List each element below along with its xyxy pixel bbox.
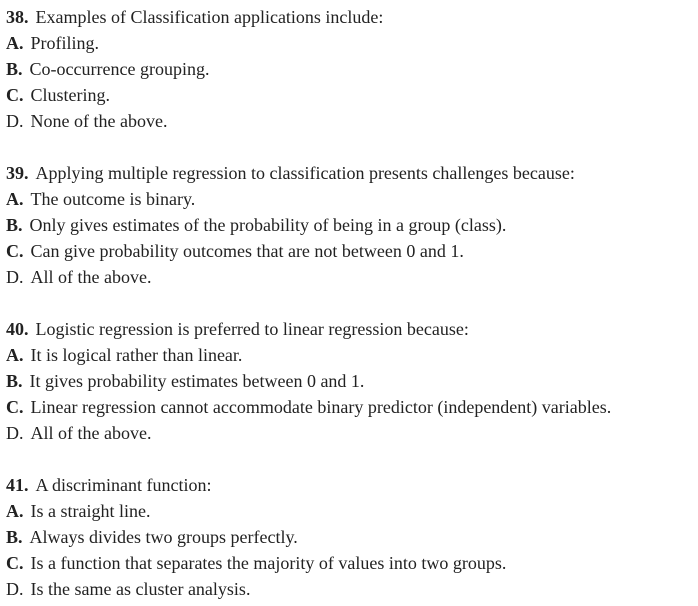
question-block [6,4,696,134]
option-text: Is the same as cluster analysis. [30,579,251,599]
option-text: Can give probability outcomes that are not between 0 and 1. [30,241,464,261]
question-stem [6,316,696,342]
option-d [6,576,696,602]
option-a [6,30,696,56]
option-letter: D. [6,267,24,287]
option-text: All of the above. [30,423,152,443]
option-b [6,212,696,238]
option-letter: D. [6,111,24,131]
question-number: 38. [6,7,29,27]
option-b [6,524,696,550]
option-letter: C. [6,241,24,261]
option-c [6,82,696,108]
option-text: None of the above. [30,111,168,131]
question-block [6,472,696,602]
option-text: It is logical rather than linear. [30,345,243,365]
question-number: 39. [6,163,29,183]
question-stem [6,472,696,498]
option-text: All of the above. [30,267,152,287]
option-letter: A. [6,33,24,53]
option-text: Is a function that separates the majority of values into two groups. [30,553,507,573]
option-letter: D. [6,579,24,599]
option-text: Is a straight line. [30,501,151,521]
question-block [6,316,696,446]
option-a [6,342,696,368]
question-text: A discriminant function: [35,475,212,495]
option-letter: C. [6,85,24,105]
option-letter: A. [6,189,24,209]
option-letter: B. [6,59,23,79]
option-letter: B. [6,371,23,391]
option-b [6,368,696,394]
option-text: Linear regression cannot accommodate binary predictor (independent) variables. [30,397,612,417]
option-letter: C. [6,553,24,573]
option-letter: B. [6,215,23,235]
question-number: 41. [6,475,29,495]
option-letter: C. [6,397,24,417]
option-letter: D. [6,423,24,443]
option-text: Always divides two groups perfectly. [29,527,298,547]
option-letter: A. [6,501,24,521]
question-text: Applying multiple regression to classification presents challenges because: [35,163,575,183]
option-text: Only gives estimates of the probability of being in a group (class). [29,215,507,235]
option-a [6,498,696,524]
option-text: The outcome is binary. [30,189,196,209]
option-c [6,550,696,576]
question-stem [6,4,696,30]
option-a [6,186,696,212]
question-text: Examples of Classification applications include: [35,7,384,27]
option-d [6,420,696,446]
option-text: Clustering. [30,85,110,105]
option-c [6,394,696,420]
option-d [6,264,696,290]
question-number: 40. [6,319,29,339]
option-text: It gives probability estimates between 0 and 1. [29,371,365,391]
option-b [6,56,696,82]
option-d [6,108,696,134]
option-letter: A. [6,345,24,365]
question-stem [6,160,696,186]
question-text: Logistic regression is preferred to linear regression because: [35,319,469,339]
option-c [6,238,696,264]
question-block [6,160,696,290]
option-text: Profiling. [30,33,100,53]
option-text: Co-occurrence grouping. [29,59,210,79]
option-letter: B. [6,527,23,547]
